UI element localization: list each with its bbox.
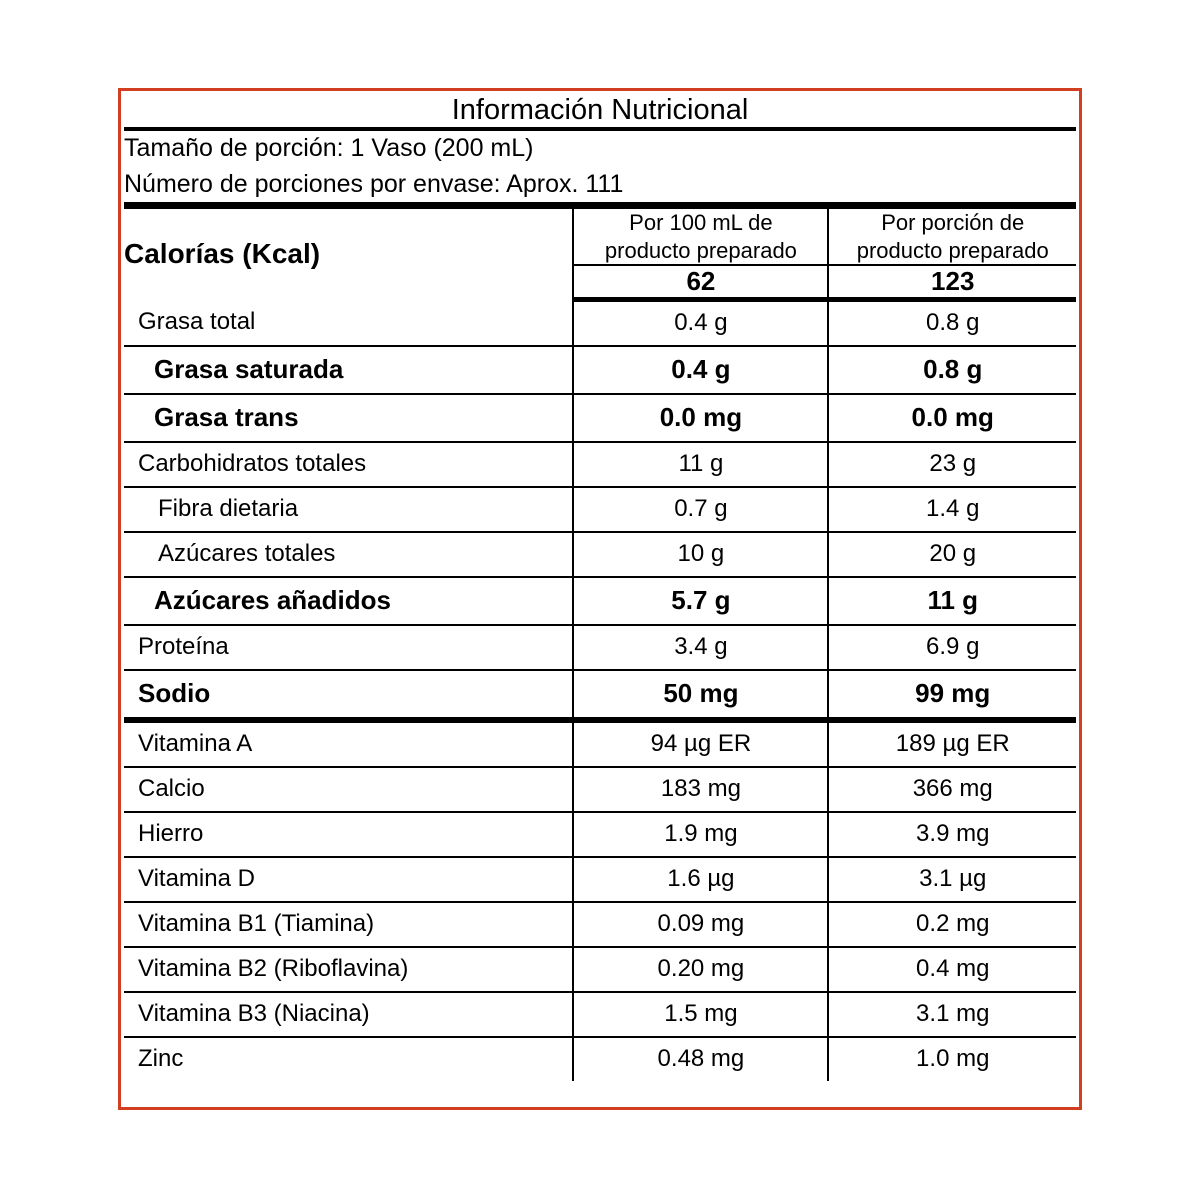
nutrient-value-per-100ml: 0.20 mg bbox=[573, 947, 828, 992]
column-header-per-serving bbox=[828, 206, 1076, 266]
nutrition-facts-table bbox=[124, 94, 1076, 1081]
nutrient-name: Hierro bbox=[124, 812, 573, 857]
nutrient-value-per-serving: 1.4 g bbox=[828, 487, 1076, 532]
column-header-per-100ml-line1: Por 100 mL de bbox=[629, 210, 773, 235]
nutrient-value-per-100ml: 1.9 mg bbox=[573, 812, 828, 857]
table-row bbox=[124, 394, 1076, 442]
nutrient-value-per-100ml: 11 g bbox=[573, 442, 828, 487]
nutrient-name: Carbohidratos totales bbox=[124, 442, 573, 487]
nutrient-name: Proteína bbox=[124, 625, 573, 670]
servings-per-container-text: Número de porciones por envase: Aprox. 111 bbox=[124, 169, 624, 198]
column-header-per-100ml-line2: producto preparado bbox=[604, 237, 797, 263]
nutrient-value-per-serving: 189 µg ER bbox=[828, 720, 1076, 767]
nutrient-name: Calcio bbox=[124, 767, 573, 812]
nutrient-value-per-serving: 3.9 mg bbox=[828, 812, 1076, 857]
column-header-per-serving-line2: producto preparado bbox=[856, 237, 1049, 263]
calories-label-text: Calorías (Kcal) bbox=[124, 238, 321, 270]
column-headers-row bbox=[124, 206, 1076, 266]
nutrient-value-per-serving: 11 g bbox=[828, 577, 1076, 625]
table-row bbox=[124, 1037, 1076, 1081]
table-row bbox=[124, 947, 1076, 992]
nutrient-value-per-serving: 3.1 mg bbox=[828, 992, 1076, 1037]
table-row bbox=[124, 857, 1076, 902]
label-title-row bbox=[124, 94, 1076, 129]
nutrient-name: Vitamina B3 (Niacina) bbox=[124, 992, 573, 1037]
nutrient-value-per-serving: 366 mg bbox=[828, 767, 1076, 812]
nutrient-value-per-100ml: 0.0 mg bbox=[573, 394, 828, 442]
nutrient-value-per-100ml: 1.6 µg bbox=[573, 857, 828, 902]
nutrient-name: Grasa trans bbox=[124, 394, 573, 442]
nutrient-value-per-100ml: 183 mg bbox=[573, 767, 828, 812]
nutrient-name: Fibra dietaria bbox=[124, 487, 573, 532]
nutrition-label-inner bbox=[124, 94, 1076, 1104]
nutrient-value-per-serving: 20 g bbox=[828, 532, 1076, 577]
table-row bbox=[124, 812, 1076, 857]
calories-value-per-serving: 123 bbox=[828, 265, 1076, 300]
table-row bbox=[124, 532, 1076, 577]
nutrient-value-per-100ml: 0.4 g bbox=[573, 300, 828, 347]
serving-info-row bbox=[124, 129, 1076, 206]
table-row bbox=[124, 625, 1076, 670]
nutrient-value-per-serving: 0.4 mg bbox=[828, 947, 1076, 992]
table-row bbox=[124, 902, 1076, 947]
nutrient-name: Vitamina B1 (Tiamina) bbox=[124, 902, 573, 947]
table-row bbox=[124, 487, 1076, 532]
nutrient-value-per-serving: 0.8 g bbox=[828, 346, 1076, 394]
table-row bbox=[124, 346, 1076, 394]
nutrient-name: Azúcares añadidos bbox=[124, 577, 573, 625]
nutrient-name: Grasa saturada bbox=[124, 346, 573, 394]
nutrient-value-per-serving: 1.0 mg bbox=[916, 1045, 990, 1072]
serving-size-text: Tamaño de porción: 1 Vaso (200 mL) bbox=[124, 134, 534, 162]
nutrient-value-per-serving: 3.1 µg bbox=[828, 857, 1076, 902]
nutrient-name: Zinc bbox=[124, 1037, 573, 1081]
calories-label bbox=[124, 206, 573, 300]
serving-info bbox=[124, 129, 1076, 206]
nutrient-value-per-100ml: 0.09 mg bbox=[573, 902, 828, 947]
nutrient-value-per-serving: 6.9 g bbox=[828, 625, 1076, 670]
nutrient-value-per-serving: 0.2 mg bbox=[828, 902, 1076, 947]
nutrient-name: Sodio bbox=[124, 670, 573, 720]
nutrient-name: Vitamina A bbox=[124, 720, 573, 767]
nutrient-value-per-100ml: 1.5 mg bbox=[573, 992, 828, 1037]
nutrient-value-per-100ml: 10 g bbox=[573, 532, 828, 577]
table-row bbox=[124, 577, 1076, 625]
nutrient-value-per-serving: 99 mg bbox=[828, 670, 1076, 720]
table-row bbox=[124, 670, 1076, 720]
nutrient-value-per-100ml: 0.7 g bbox=[573, 487, 828, 532]
nutrition-label-panel bbox=[118, 88, 1082, 1110]
nutrient-name: Azúcares totales bbox=[124, 532, 573, 577]
nutrient-value-per-serving: 0.8 g bbox=[828, 300, 1076, 347]
table-row bbox=[124, 720, 1076, 767]
nutrient-value-per-100ml: 0.48 mg bbox=[573, 1037, 828, 1081]
table-row bbox=[124, 442, 1076, 487]
page-title: Información Nutricional bbox=[124, 94, 1076, 129]
calories-value-per-100ml: 62 bbox=[573, 265, 828, 300]
table-row bbox=[124, 767, 1076, 812]
nutrient-value-per-100ml: 5.7 g bbox=[573, 577, 828, 625]
column-header-per-100ml bbox=[573, 206, 828, 266]
nutrient-value-per-100ml: 0.4 g bbox=[573, 346, 828, 394]
nutrient-name: Vitamina D bbox=[124, 857, 573, 902]
column-header-per-serving-line1: Por porción de bbox=[881, 210, 1025, 235]
nutrient-value-per-100ml: 94 µg ER bbox=[573, 720, 828, 767]
nutrient-value-per-serving: 0.0 mg bbox=[828, 394, 1076, 442]
nutrient-value-per-100ml: 3.4 g bbox=[573, 625, 828, 670]
nutrient-value-per-100ml: 50 mg bbox=[573, 670, 828, 720]
nutrient-name: Vitamina B2 (Riboflavina) bbox=[124, 947, 573, 992]
nutrient-name: Grasa total bbox=[124, 300, 573, 347]
nutrient-value-per-serving: 23 g bbox=[828, 442, 1076, 487]
table-row bbox=[124, 992, 1076, 1037]
table-row bbox=[124, 300, 1076, 347]
